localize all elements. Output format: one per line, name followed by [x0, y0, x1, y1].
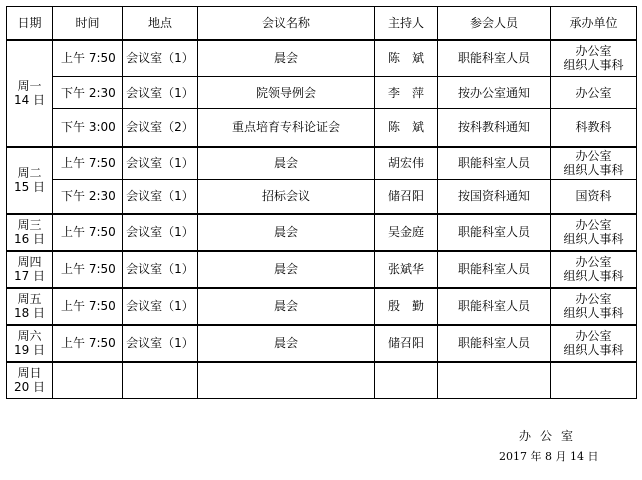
footer-office: 办公室	[519, 429, 583, 443]
meeting-name: 晨会	[198, 40, 375, 77]
meeting-organizer	[551, 362, 637, 399]
header-place: 地点	[123, 7, 198, 40]
meeting-attendees: 按科教科通知	[438, 109, 551, 147]
table-row	[7, 362, 637, 399]
meeting-place: 会议室（1）	[123, 40, 198, 77]
day-cell	[7, 288, 53, 325]
organizer-line: 国资科	[575, 189, 612, 204]
day-label-date: 17 日	[13, 269, 46, 283]
organizer-line: 组织人事科	[563, 343, 624, 357]
header-date: 日期	[7, 7, 53, 40]
meeting-organizer	[551, 147, 637, 180]
meeting-organizer	[551, 77, 637, 109]
organizer-line: 组织人事科	[563, 163, 624, 178]
meeting-time: 上午 7:50	[53, 147, 123, 180]
meeting-attendees: 职能科室人员	[438, 40, 551, 77]
table-body	[7, 40, 637, 399]
meeting-attendees: 按办公室通知	[438, 77, 551, 109]
meeting-place	[123, 362, 198, 399]
meeting-name: 招标会议	[198, 180, 375, 214]
organizer-line: 办公室	[575, 218, 612, 232]
meeting-place: 会议室（1）	[123, 288, 198, 325]
meeting-attendees: 职能科室人员	[438, 147, 551, 180]
meeting-time: 下午 3:00	[53, 109, 123, 147]
meeting-host: 储召阳	[375, 180, 438, 214]
table-row	[7, 77, 637, 109]
table-row	[7, 40, 637, 77]
organizer-line: 组织人事科	[563, 58, 624, 73]
meeting-time: 上午 7:50	[53, 40, 123, 77]
table-row	[7, 325, 637, 362]
meeting-place: 会议室（1）	[123, 325, 198, 362]
header-organizer: 承办单位	[551, 7, 637, 40]
day-label-weekday: 周二	[17, 166, 42, 180]
meeting-name: 晨会	[198, 288, 375, 325]
day-label-date: 19 日	[13, 343, 46, 357]
table-row	[7, 288, 637, 325]
meeting-host: 储召阳	[375, 325, 438, 362]
meeting-time	[53, 362, 123, 399]
day-label-weekday: 周日	[17, 366, 42, 381]
meeting-place: 会议室（1）	[123, 77, 198, 109]
day-label-weekday: 周五	[17, 292, 42, 306]
meeting-name: 晨会	[198, 147, 375, 180]
meeting-organizer	[551, 214, 637, 251]
day-cell	[7, 325, 53, 362]
meeting-place: 会议室（1）	[123, 214, 198, 251]
day-cell	[7, 251, 53, 288]
day-cell	[7, 214, 53, 251]
meeting-name: 晨会	[198, 325, 375, 362]
footer-date: 2017 年 8 月 14 日	[499, 450, 599, 463]
meeting-time: 上午 7:50	[53, 325, 123, 362]
meeting-name: 重点培育专科论证会	[198, 109, 375, 147]
table-row	[7, 109, 637, 147]
organizer-line: 办公室	[575, 255, 612, 269]
organizer-line: 办公室	[575, 149, 612, 164]
meeting-place: 会议室（1）	[123, 180, 198, 214]
organizer-line: 组织人事科	[563, 269, 624, 283]
header-meeting-name: 会议名称	[198, 7, 375, 40]
meeting-attendees	[438, 362, 551, 399]
day-cell	[7, 40, 53, 147]
meeting-host: 李 萍	[375, 77, 438, 109]
header-attendees: 参会人员	[438, 7, 551, 40]
table-row	[7, 147, 637, 180]
day-label-weekday: 周一	[17, 79, 42, 93]
header-host: 主持人	[375, 7, 438, 40]
meeting-time: 下午 2:30	[53, 77, 123, 109]
meeting-schedule-table	[6, 6, 637, 399]
meeting-time: 上午 7:50	[53, 214, 123, 251]
day-label-date: 14 日	[13, 93, 46, 107]
meeting-attendees: 职能科室人员	[438, 214, 551, 251]
organizer-line: 办公室	[575, 85, 612, 100]
meeting-attendees: 职能科室人员	[438, 251, 551, 288]
table-row	[7, 180, 637, 214]
meeting-place: 会议室（1）	[123, 147, 198, 180]
meeting-name	[198, 362, 375, 399]
meeting-host: 胡宏伟	[375, 147, 438, 180]
meeting-organizer	[551, 251, 637, 288]
meeting-name: 晨会	[198, 214, 375, 251]
meeting-attendees: 职能科室人员	[438, 288, 551, 325]
day-label-date: 20 日	[13, 380, 46, 395]
meeting-organizer	[551, 40, 637, 77]
day-label-weekday: 周三	[17, 218, 42, 232]
day-label-weekday: 周四	[17, 255, 42, 269]
meeting-name: 院领导例会	[198, 77, 375, 109]
table-header-row	[7, 7, 637, 40]
day-label-date: 16 日	[13, 232, 46, 246]
meeting-host: 张斌华	[375, 251, 438, 288]
meeting-organizer	[551, 180, 637, 214]
table-row	[7, 214, 637, 251]
meeting-host: 吴金庭	[375, 214, 438, 251]
organizer-line: 科教科	[575, 120, 612, 135]
day-cell	[7, 147, 53, 214]
day-label-date: 15 日	[13, 180, 46, 194]
meeting-attendees: 职能科室人员	[438, 325, 551, 362]
header-time: 时间	[53, 7, 123, 40]
day-label-weekday: 周六	[17, 329, 42, 343]
meeting-organizer	[551, 109, 637, 147]
meeting-name: 晨会	[198, 251, 375, 288]
meeting-host: 陈 斌	[375, 40, 438, 77]
meeting-place: 会议室（2）	[123, 109, 198, 147]
meeting-host: 殷 勤	[375, 288, 438, 325]
organizer-line: 办公室	[575, 292, 612, 306]
organizer-line: 办公室	[575, 44, 612, 59]
table-row	[7, 251, 637, 288]
meeting-attendees: 按国资科通知	[438, 180, 551, 214]
meeting-time: 上午 7:50	[53, 288, 123, 325]
meeting-time: 下午 2:30	[53, 180, 123, 214]
meeting-organizer	[551, 325, 637, 362]
day-label-date: 18 日	[13, 306, 46, 320]
organizer-line: 组织人事科	[563, 306, 624, 320]
organizer-line: 组织人事科	[563, 232, 624, 246]
meeting-place: 会议室（1）	[123, 251, 198, 288]
meeting-organizer	[551, 288, 637, 325]
meeting-host	[375, 362, 438, 399]
meeting-host: 陈 斌	[375, 109, 438, 147]
meeting-time: 上午 7:50	[53, 251, 123, 288]
day-cell	[7, 362, 53, 399]
organizer-line: 办公室	[575, 329, 612, 343]
